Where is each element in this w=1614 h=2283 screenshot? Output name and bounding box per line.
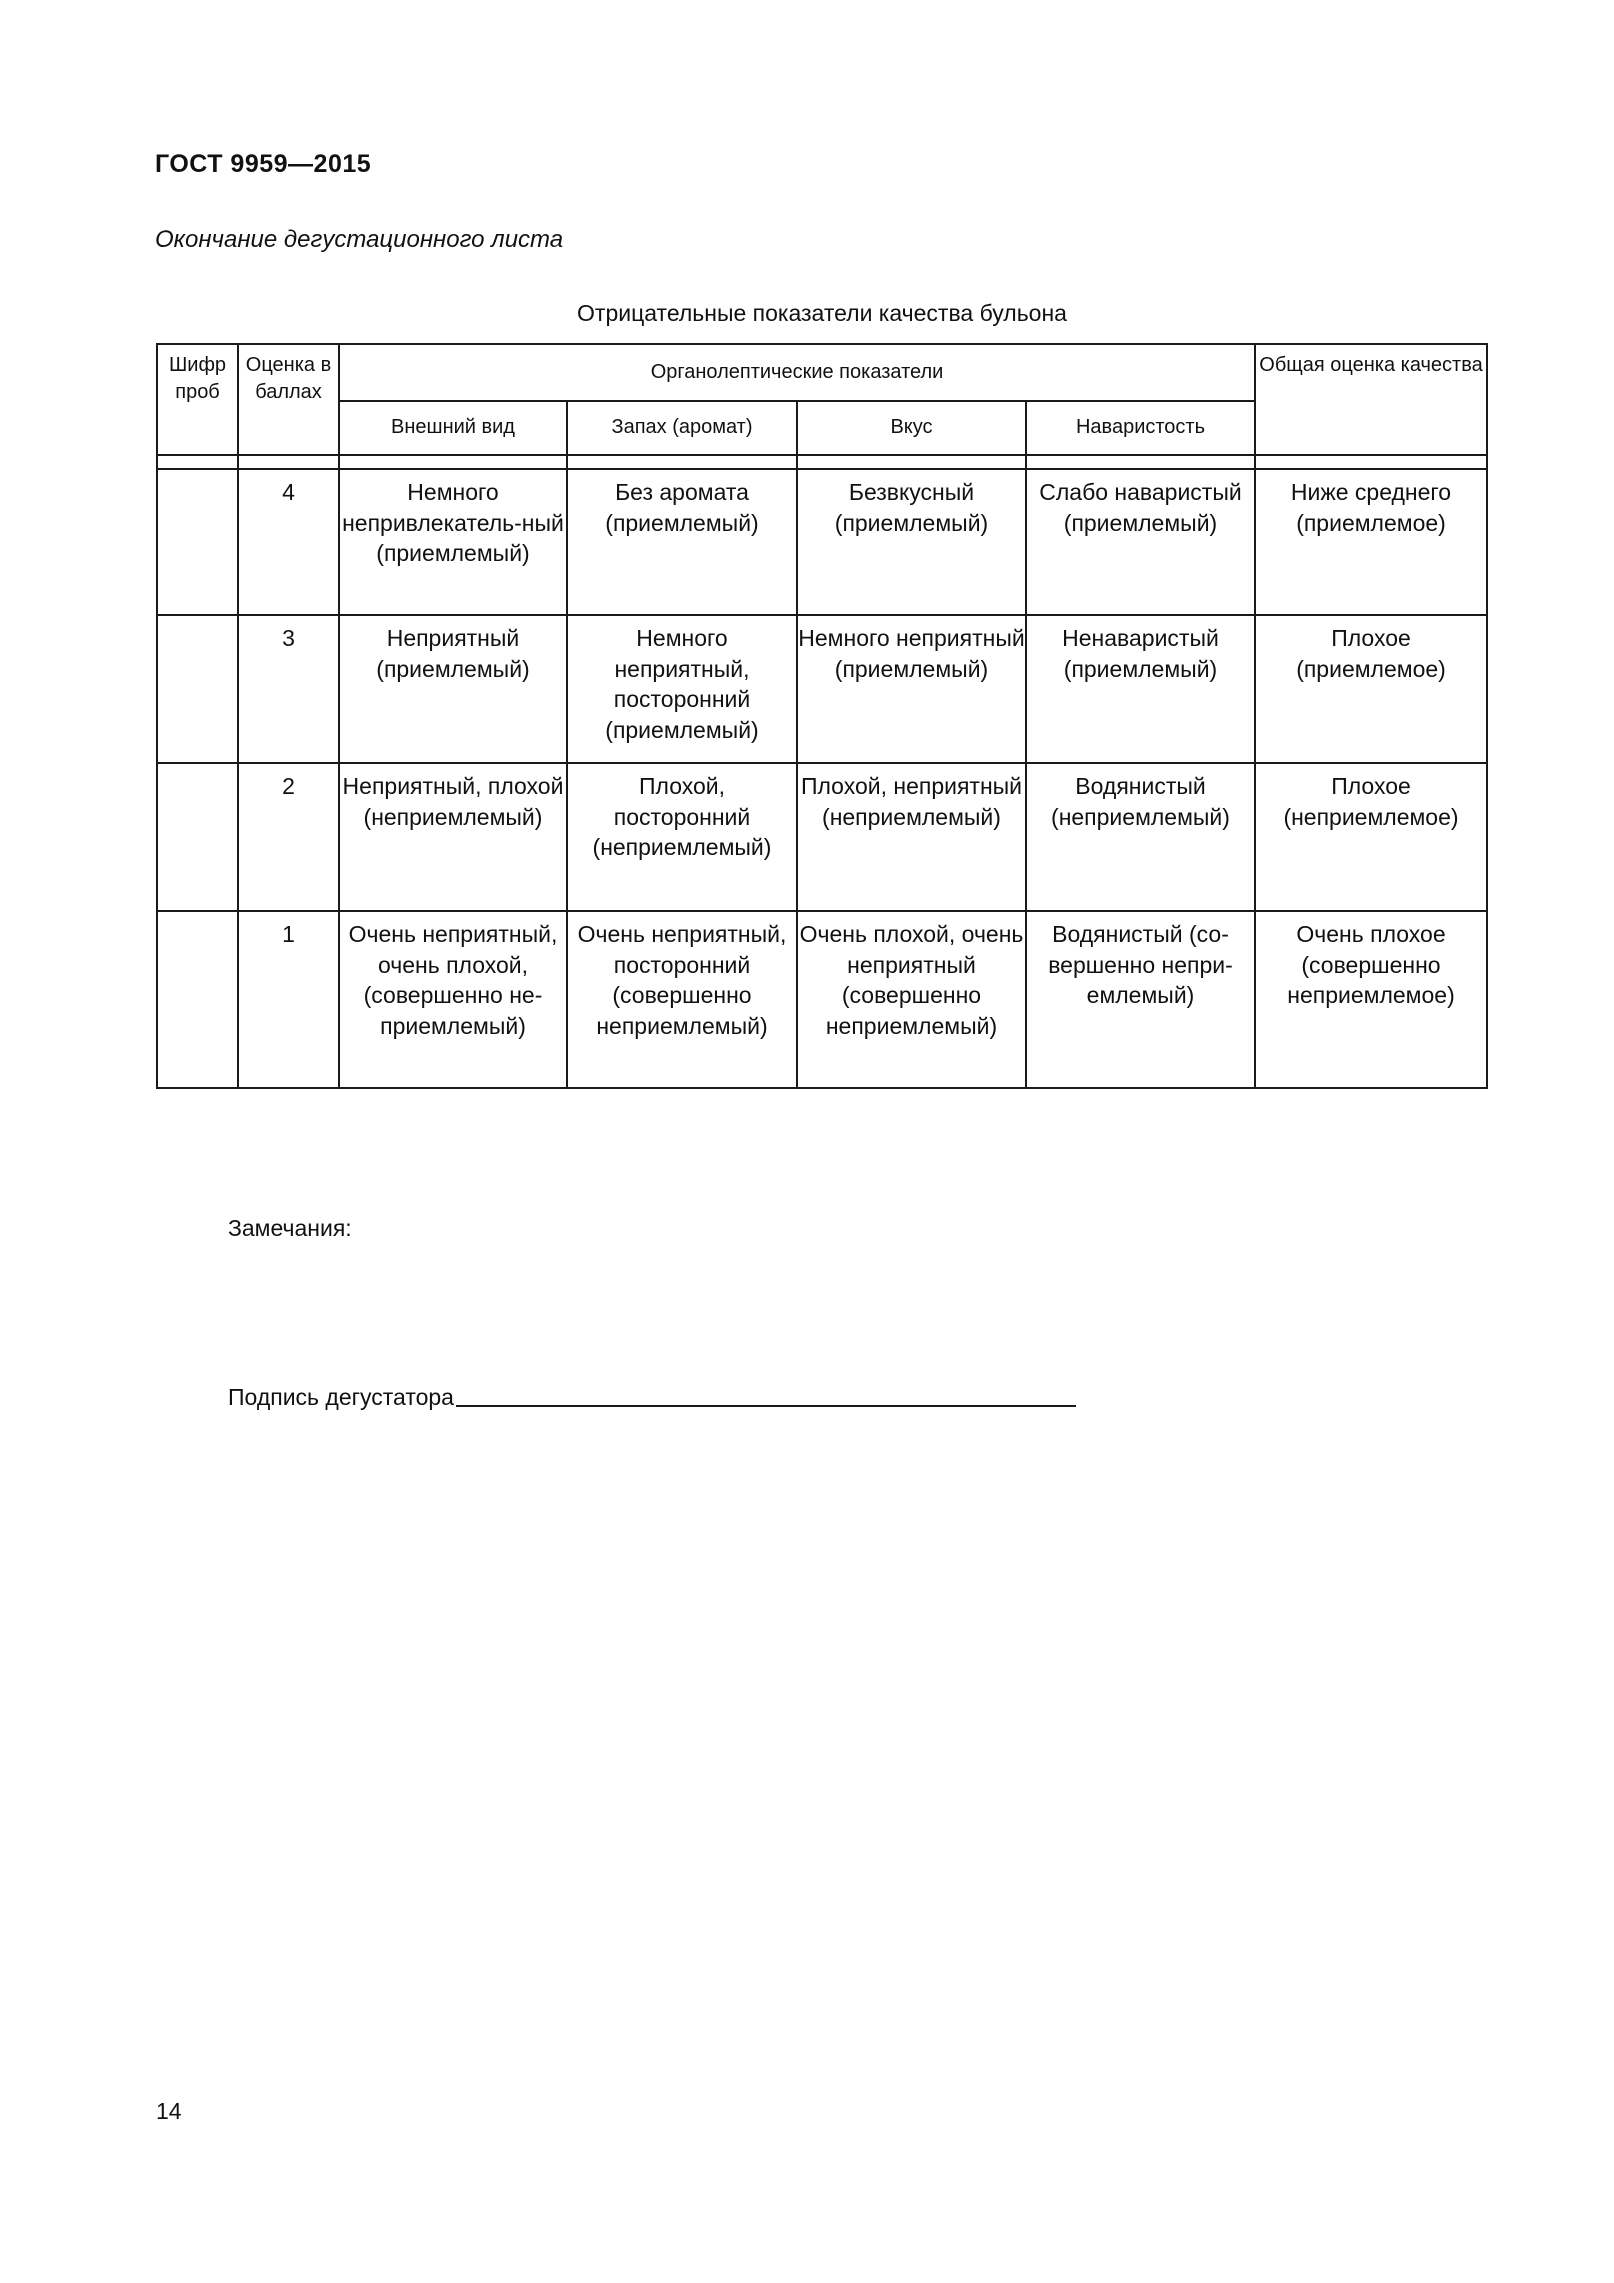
cell-richness: Водянистый (неприемлемый) [1026, 763, 1255, 911]
cell-overall: Очень плохое (совершенно неприемлемое) [1255, 911, 1487, 1088]
cell-score: 3 [238, 615, 339, 763]
remarks-label: Замечания: [228, 1215, 352, 1241]
cell-appearance: Неприятный (приемлемый) [339, 615, 567, 763]
table-header [157, 344, 1487, 455]
header-taste: Вкус [797, 401, 1026, 455]
table-title: Отрицательные показатели качества бульона [577, 300, 1067, 326]
cell-score: 4 [238, 469, 339, 615]
header-appearance: Внешний вид [339, 401, 567, 455]
cell-taste: Безвкусный (приемлемый) [797, 469, 1026, 615]
header-richness: Наваристость [1026, 401, 1255, 455]
cell-smell: Очень неприятный, посторонний (совершенно неприемлемый) [567, 911, 797, 1088]
cell-appearance: Немного непривлекатель-ный (приемлемый) [339, 469, 567, 615]
signature-block [228, 1384, 1076, 1411]
cell-taste: Плохой, неприятный (неприемлемый) [797, 763, 1026, 911]
signature-label: Подпись дегустатора [228, 1384, 454, 1410]
cell-richness: Ненаваристый (приемлемый) [1026, 615, 1255, 763]
cell-score: 1 [238, 911, 339, 1088]
table-row [157, 469, 1487, 615]
header-overall-quality: Общая оценка качества [1255, 344, 1487, 455]
cell-taste: Очень плохой, очень неприятный (совершенно неприемлемый) [797, 911, 1026, 1088]
header-score: Оценка в баллах [238, 344, 339, 455]
cell-overall: Плохое (приемлемое) [1255, 615, 1487, 763]
table-row [157, 615, 1487, 763]
header-separator-row [157, 455, 1487, 469]
cell-taste: Немного неприятный (приемлемый) [797, 615, 1026, 763]
header-sample-code: Шифр проб [157, 344, 238, 455]
cell-smell: Плохой, посторонний (неприемлемый) [567, 763, 797, 911]
cell-richness: Водянистый (со-вершенно непри-емлемый) [1026, 911, 1255, 1088]
tasting-table [156, 343, 1488, 1089]
cell-sample-code[interactable] [157, 469, 238, 615]
cell-richness: Слабо наваристый (приемлемый) [1026, 469, 1255, 615]
signature-line[interactable] [456, 1405, 1076, 1407]
cell-sample-code[interactable] [157, 615, 238, 763]
cell-appearance: Неприятный, плохой (неприемлемый) [339, 763, 567, 911]
table-body [157, 455, 1487, 1088]
header-organoleptic-group: Органолептические показатели [339, 344, 1255, 401]
cell-sample-code[interactable] [157, 763, 238, 911]
cell-smell: Немного неприятный, посторонний (приемлемый) [567, 615, 797, 763]
cell-appearance: Очень неприятный, очень плохой, (совершенно не-приемлемый) [339, 911, 567, 1088]
cell-smell: Без аромата (приемлемый) [567, 469, 797, 615]
cell-score: 2 [238, 763, 339, 911]
header-smell: Запах (аромат) [567, 401, 797, 455]
document-code: ГОСТ 9959—2015 [155, 150, 372, 178]
cell-overall: Ниже среднего (приемлемое) [1255, 469, 1487, 615]
cell-sample-code[interactable] [157, 911, 238, 1088]
page-number: 14 [156, 2098, 182, 2124]
table-row [157, 911, 1487, 1088]
table-continuation-subtitle: Окончание дегустационного листа [155, 226, 564, 253]
cell-overall: Плохое (неприемлемое) [1255, 763, 1487, 911]
table-row [157, 763, 1487, 911]
